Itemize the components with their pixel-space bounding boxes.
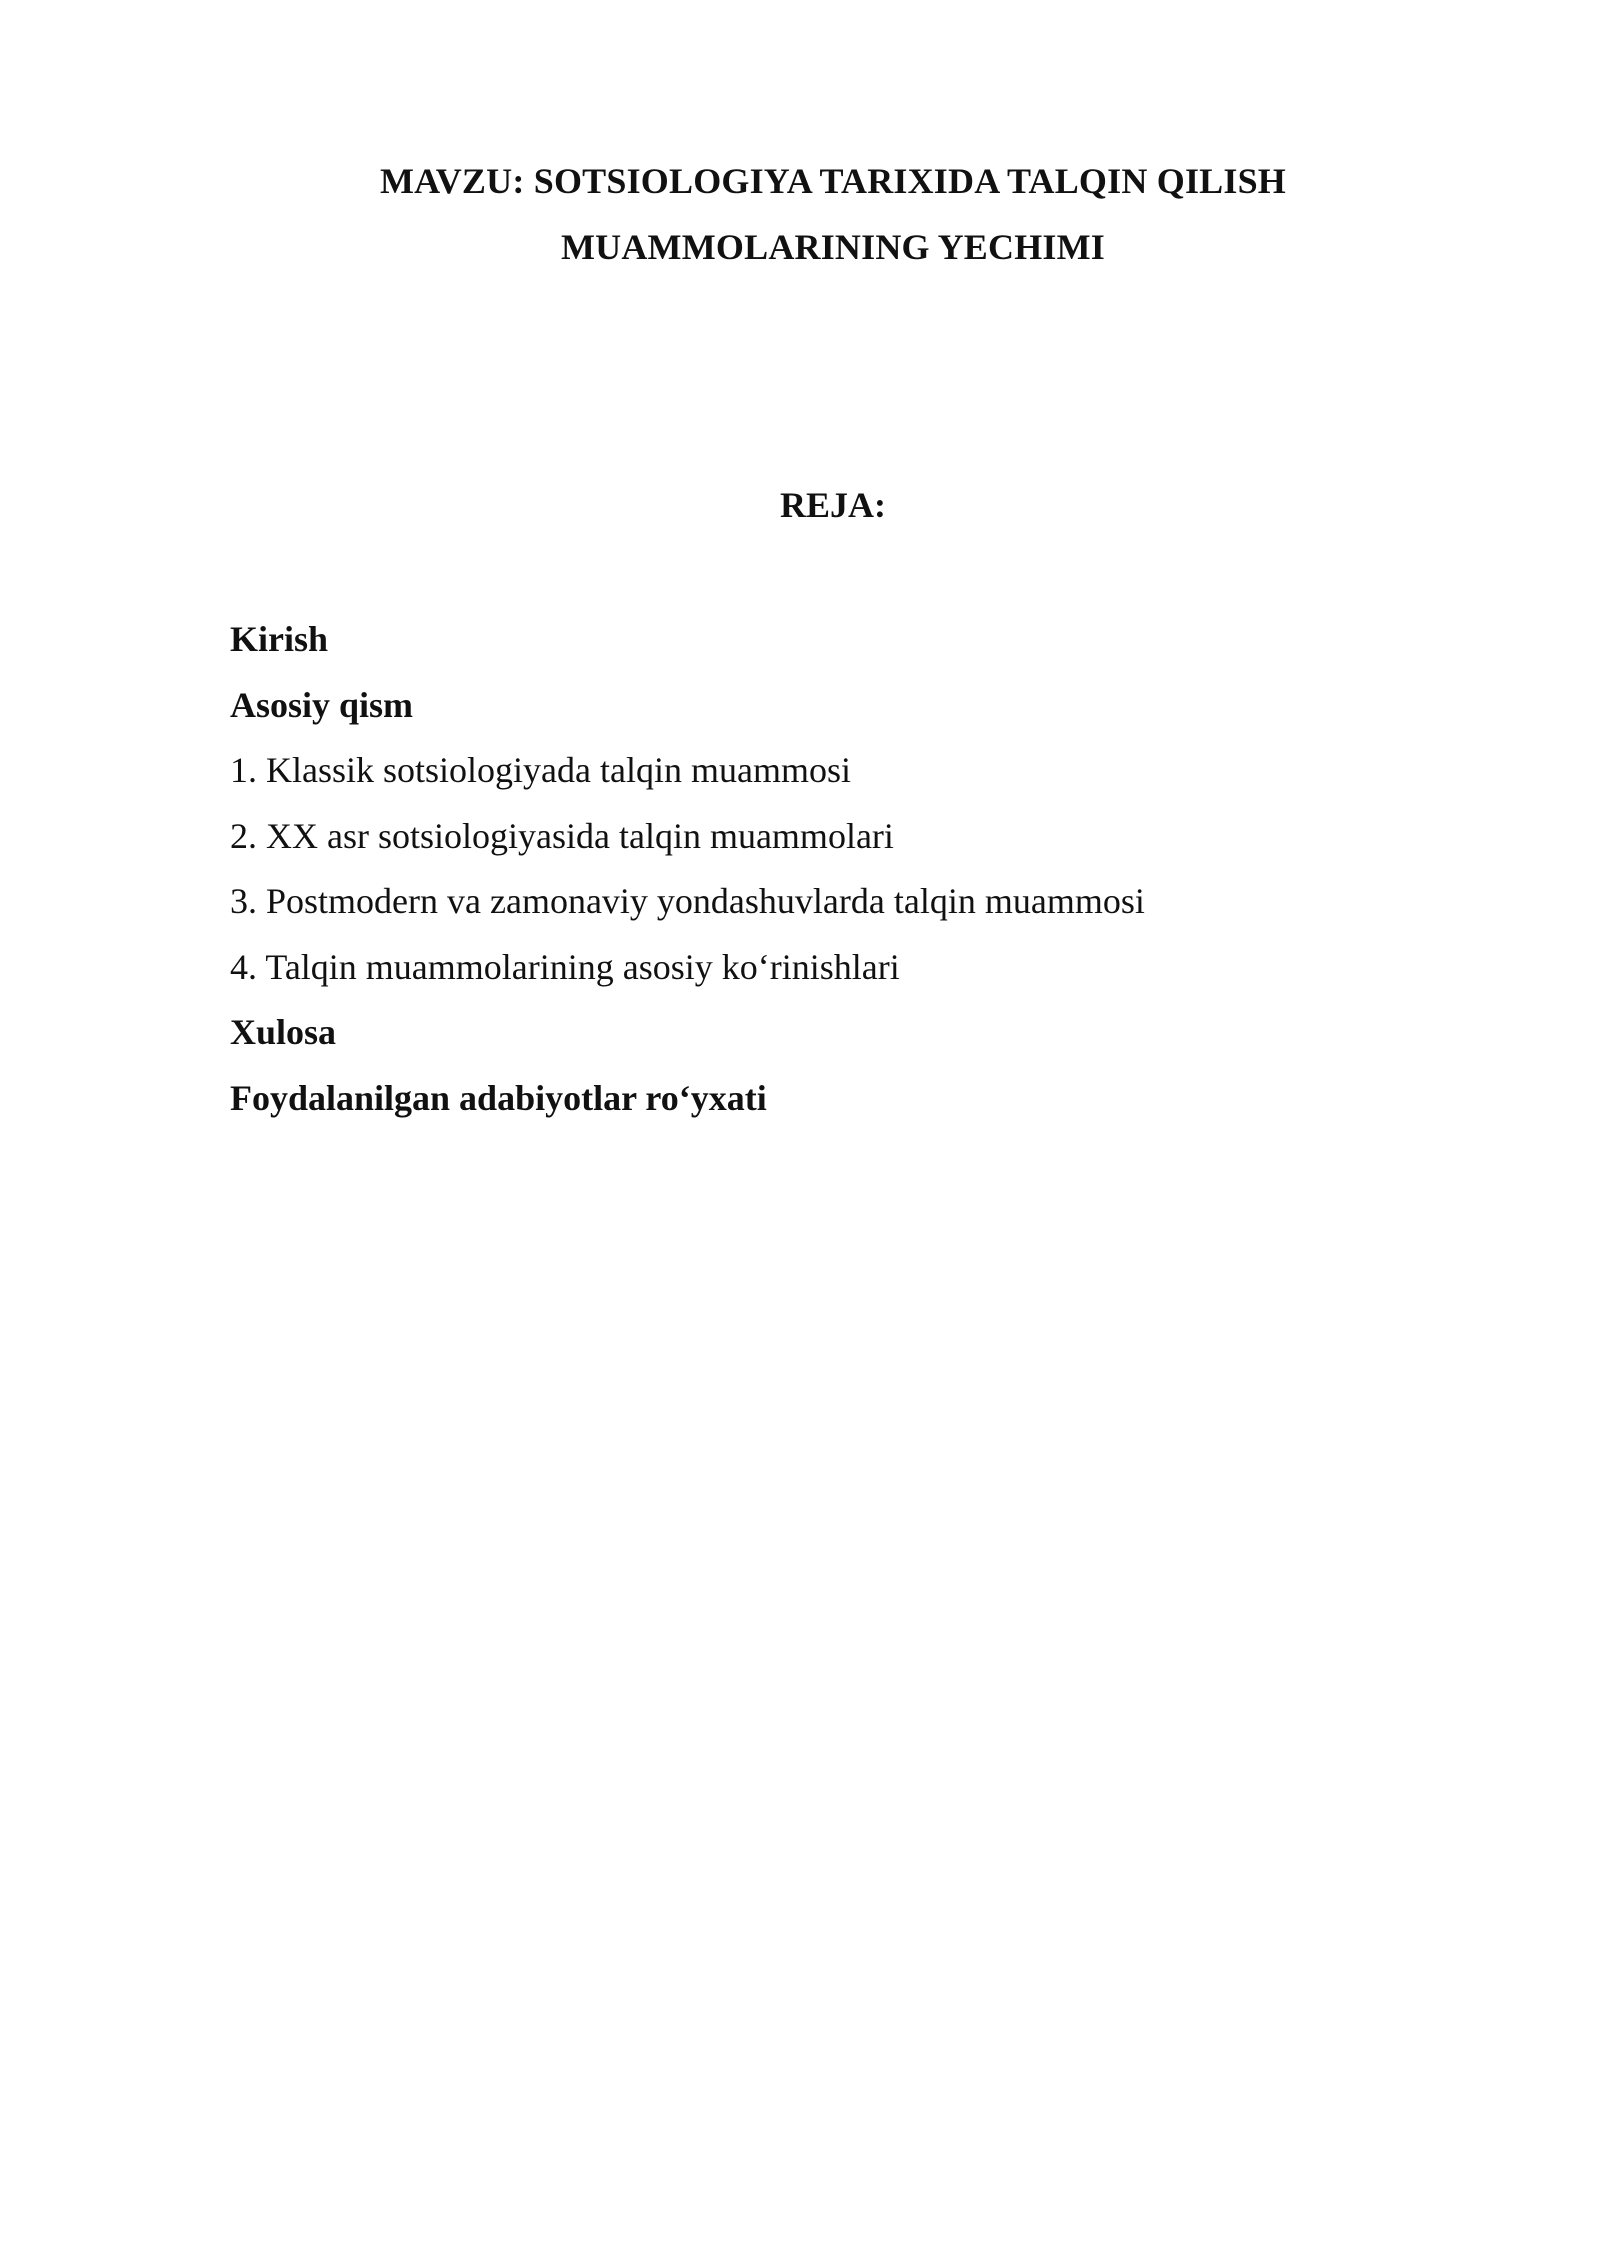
plan-item-main-part: Asosiy qism	[230, 684, 414, 725]
title-line-2: MUAMMOLARINING YECHIMI	[560, 227, 1106, 267]
plan-item-3: 3. Postmodern va zamonaviy yondashuvlarda talqin muammosi	[230, 881, 1145, 921]
plan-list	[230, 607, 1145, 1131]
plan-heading: REJA:	[780, 485, 886, 525]
plan-item-conclusion: Xulosa	[230, 1012, 337, 1052]
plan-item-1: 1. Klassik sotsiologiyada talqin muammosi	[230, 750, 851, 790]
plan-item-4: 4. Talqin muammolarining asosiy ko‘rinishlari	[230, 946, 900, 987]
document-title	[0, 148, 1600, 280]
plan-item-references: Foydalanilgan adabiyotlar ro‘yxati	[230, 1077, 767, 1118]
plan-item-2: 2. XX asr sotsiologiyasida talqin muammolari	[230, 815, 894, 856]
title-line-1: MAVZU: SOTSIOLOGIYA TARIXIDA TALQIN QILISH	[379, 161, 1286, 201]
plan-item-introduction: Kirish	[230, 619, 329, 659]
